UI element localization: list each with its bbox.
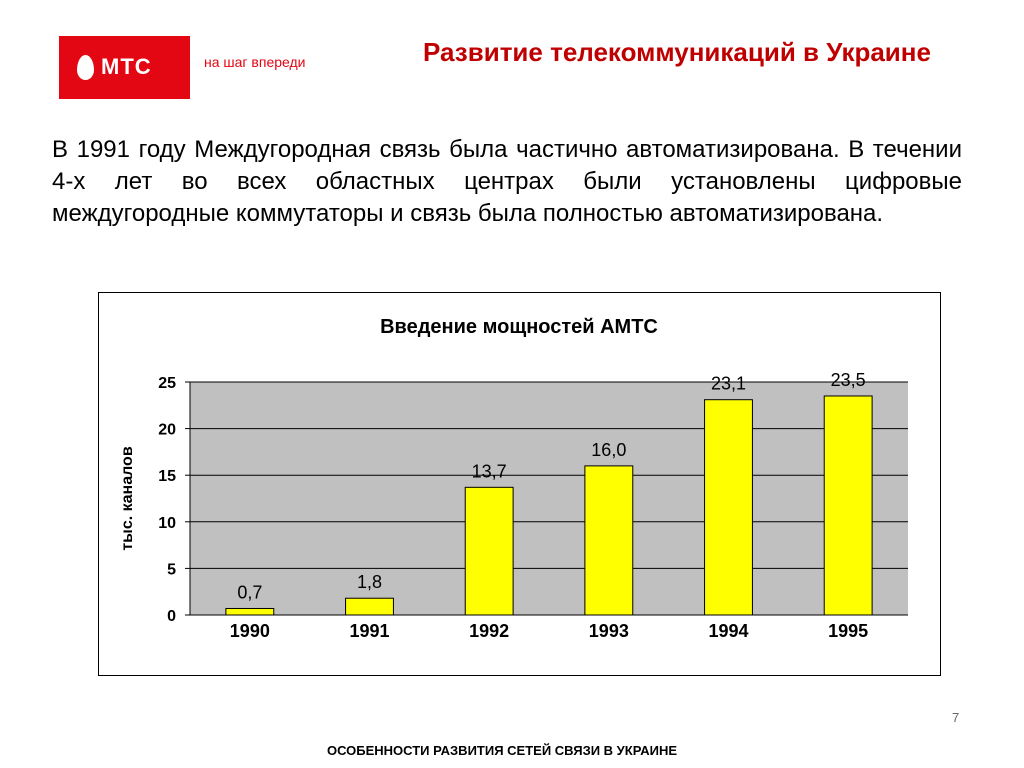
data-label: 0,7 [237,582,263,603]
x-tick-label: 1994 [708,621,749,641]
egg-icon [77,55,94,80]
data-label: 16,0 [591,439,627,460]
logo-brand: МТС [101,54,152,79]
data-label: 1,8 [356,572,383,593]
y-axis-label: тыс. каналов [119,446,136,551]
y-tick-label: 15 [158,468,176,486]
bar [465,487,513,615]
data-label: 23,5 [830,369,866,390]
x-tick-label: 1991 [349,621,390,641]
intro-paragraph: В 1991 году Междугородная связь была частично автоматизирована. В течении 4-х лет во всех областных центрах были установлены цифровые междугородные коммутаторы и связь была полностью автоматизирована. [52,136,962,227]
y-tick-label: 20 [158,421,176,439]
logo-tagline: на шаг впереди [204,54,306,70]
x-tick-label: 1992 [469,621,510,641]
y-tick-label: 10 [158,514,176,532]
y-tick-label: 0 [167,608,176,625]
bar [346,598,394,615]
y-tick-label: 5 [167,561,176,579]
slide-title: Развитие телекоммуникаций в Украине [423,37,931,67]
plot-area [190,382,908,615]
data-label: 23,1 [710,373,747,394]
x-tick-label: 1990 [229,621,270,641]
y-tick-label: 25 [158,375,176,392]
bar-chart [99,293,940,675]
page-number: 7 [952,710,960,725]
chart-title: Введение мощностей АМТС [380,316,658,338]
footer-text: ОСОБЕННОСТИ РАЗВИТИЯ СЕТЕЙ СВЯЗИ В УКРАИНЕ [326,743,678,758]
x-tick-label: 1995 [828,621,869,641]
chart-frame [98,292,941,676]
mts-logo [59,36,190,99]
bar [824,396,872,615]
data-label: 13,7 [471,461,507,482]
bar [705,400,753,615]
bar [226,608,274,615]
x-tick-label: 1993 [588,621,629,641]
bar [585,466,633,615]
